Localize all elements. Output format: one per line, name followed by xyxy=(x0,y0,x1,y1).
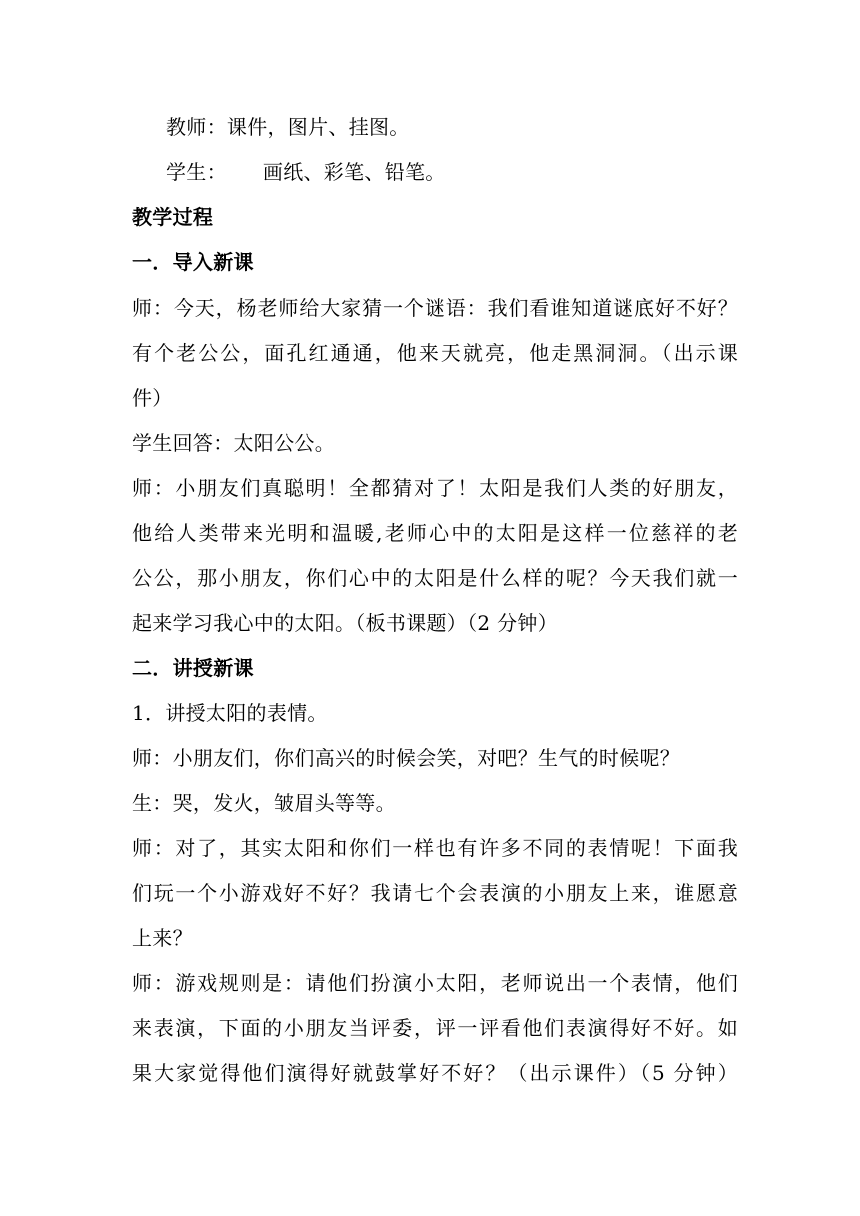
student-materials-items: 画纸、彩笔、铅笔。 xyxy=(262,160,446,184)
paragraph-line: 师：小朋友们真聪明！全都猜对了！太阳是我们人类的好朋友， xyxy=(132,476,738,500)
heading-section-2: 二．讲授新课 xyxy=(132,656,254,680)
paragraph-line: 公公，那小朋友，你们心中的太阳是什么样的呢？今天我们就一 xyxy=(132,566,738,590)
paragraph-line: 师：游戏规则是：请他们扮演小太阳，老师说出一个表情，他们 xyxy=(132,971,738,995)
paragraph-line: 有个老公公，面孔红通通，他来天就亮，他走黑洞洞。（出示课 xyxy=(132,341,738,365)
heading-section-1: 一．导入新课 xyxy=(132,250,254,274)
paragraph-line: 1．讲授太阳的表情。 xyxy=(132,701,328,725)
student-materials xyxy=(166,160,446,184)
paragraph-line: 果大家觉得他们演得好就鼓掌好不好？（出示课件）（5 分钟） xyxy=(132,1061,738,1085)
student-materials-label: 学生： xyxy=(166,160,227,184)
paragraph-line: 他给人类带来光明和温暖,老师心中的太阳是这样一位慈祥的老 xyxy=(132,521,738,545)
paragraph-line: 师：对了，其实太阳和你们一样也有许多不同的表情呢！下面我 xyxy=(132,836,738,860)
heading-process: 教学过程 xyxy=(132,205,214,229)
paragraph-line: 件） xyxy=(132,386,173,410)
paragraph-line: 学生回答：太阳公公。 xyxy=(132,431,335,455)
paragraph-line: 起来学习我心中的太阳。（板书课题）（2 分钟） xyxy=(132,611,558,635)
paragraph-line: 们玩一个小游戏好不好？我请七个会表演的小朋友上来，谁愿意 xyxy=(132,881,738,905)
paragraph-line: 生：哭，发火，皱眉头等等。 xyxy=(132,791,396,815)
paragraph-line: 师：今天，杨老师给大家猜一个谜语：我们看谁知道谜底好不好？ xyxy=(132,296,738,320)
paragraph-line: 上来？ xyxy=(132,926,193,950)
paragraph-line: 来表演，下面的小朋友当评委，评一评看他们表演得好不好。如 xyxy=(132,1016,738,1040)
paragraph-line: 师：小朋友们，你们高兴的时候会笑，对吧？生气的时候呢？ xyxy=(132,746,681,770)
teacher-materials: 教师：课件，图片、挂图。 xyxy=(166,115,410,139)
